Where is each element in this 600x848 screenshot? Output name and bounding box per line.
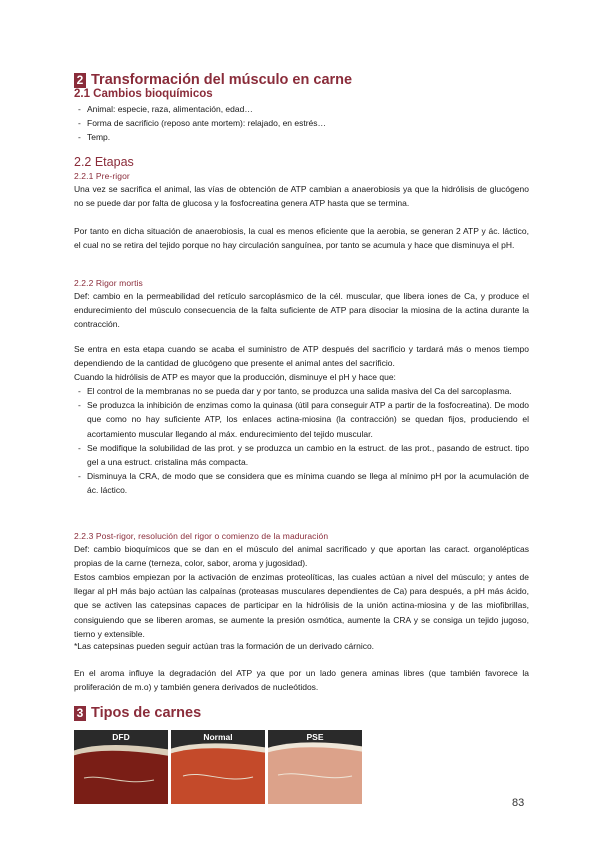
prerigor-paragraph-2: Por tanto en dicha situación de anaerobiosis, la cual es menos eficiente que la aerobia, se generan 2 ATP y ác. láctico, el cual no se retira del tejido porque no hay circulación sanguínea, por tanto se acumula y hace que disminuya el pH. xyxy=(74,226,529,251)
section-3-number: 3 xyxy=(74,706,86,721)
meat-image-dfd xyxy=(74,730,168,804)
list-item: - El control de la membranas no se pueda dar y por tanto, se produzca una salida masiva del Ca del sarcoplasma. xyxy=(74,384,529,398)
section-2-heading xyxy=(74,72,352,88)
list-item: - Se produzca la inhibición de enzimas como la quinasa (útil para conseguir ATP a partir de la fosfocreatina). De modo que como no hay suficiente ATP, los enlaces actina-miosina (la contracción) se quedan fijos, produciendo el acortamiento muscular llegando al máx. endurecimiento del tejido muscular. xyxy=(74,398,529,441)
section-2-title: Transformación del músculo en carne xyxy=(91,72,353,88)
list-item: - Se modifique la solubilidad de las prot. y se produzca un cambio en la estruct. de las prot., pasando de estruct. tipo gel a una estruct. cristalina más compacta. xyxy=(74,441,529,469)
page-number: 83 xyxy=(512,797,525,809)
rigor-paragraph-2: Se entra en esta etapa cuando se acaba el suministro de ATP después del sacrificio y tardará más o menos tiempo dependiendo de la cantidad de glucógeno que presente el animal antes del sacrificio. xyxy=(74,344,529,369)
meat-image-pse xyxy=(268,730,362,804)
meat-label-normal: Normal xyxy=(203,732,233,742)
rigor-effects-list xyxy=(74,384,529,498)
rigor-mortis-title: 2.2.2 Rigor mortis xyxy=(74,278,143,288)
list-item: - Animal: especie, raza, alimentación, edad… xyxy=(74,102,529,116)
postrigor-note: *Las catepsinas pueden seguir actúan tras la formación de un derivado cárnico. xyxy=(74,641,375,651)
subsection-2-2-title: 2.2 Etapas xyxy=(74,155,134,169)
postrigor-definition: Def: cambio bioquímicos que se dan en el músculo del animal sacrificado y que aportan las caract. organolépticas propias de la carne (terneza, color, sabor, aroma y jugosidad). xyxy=(74,544,529,569)
rigor-definition: Def: cambio en la permeabilidad del retículo sarcoplásmico de la cél. muscular, que libera iones de Ca, y produce el endurecimiento del músculo consecuencia de la falta suficiente de ATP para disociar la miosina de la actina durante la contracción. xyxy=(74,291,529,330)
postrigor-title: 2.2.3 Post-rigor, resolución del rigor o comienzo de la maduración xyxy=(74,531,329,541)
rigor-paragraph-3: Cuando la hidrólisis de ATP es mayor que la producción, disminuye el pH y hace que: xyxy=(74,372,396,382)
list-item: - Disminuya la CRA, de modo que se considera que es mínima cuando se llega al mínimo pH por la acumulación de ác. láctico. xyxy=(74,469,529,497)
meat-label-pse: PSE xyxy=(306,732,324,742)
subsection-2-1-title: 2.1 Cambios bioquímicos xyxy=(74,88,213,100)
postrigor-paragraph-2: Estos cambios empiezan por la activación de enzimas proteolíticas, las cuales actúan a nivel del músculo; y antes de llegar al pH más bajo actúan las calpaínas (proteasas musculares dependientes de Ca) para después, a pH más ácido, que se activen las catepsinas capaces de participar en la hidrólisis de la unión actina-miosina y de las miofibrillas, consiguiendo que se liberen aromas, se aumente la presión osmótica, aumente la CRA y se consiga un tejido jugoso, tierno y extensible. xyxy=(74,572,529,639)
meat-types-images xyxy=(74,730,362,804)
section-3-title: Tipos de carnes xyxy=(91,705,202,721)
meat-label-dfd: DFD xyxy=(112,732,130,742)
list-item: - Temp. xyxy=(74,130,529,144)
section-3-heading xyxy=(74,705,201,721)
list-item: - Forma de sacrificio (reposo ante mortem): relajado, en estrés… xyxy=(74,116,529,130)
prerigor-title: 2.2.1 Pre-rigor xyxy=(74,171,130,181)
prerigor-paragraph-1: Una vez se sacrifica el animal, las vías de obtención de ATP cambian a anaerobiosis ya que la hidrólisis de glucógeno no se puede dar por falta de glucosa y la fosfocreatina genera ATP hasta que se termina. xyxy=(74,184,529,209)
meat-image-normal xyxy=(171,730,265,804)
factors-list xyxy=(74,102,529,145)
aroma-paragraph: En el aroma influye la degradación del ATP ya que por un lado genera aminas libres (que también favorece la proliferación de m.o) y también genera derivados de nucleótidos. xyxy=(74,668,529,693)
section-2-number: 2 xyxy=(74,73,86,88)
